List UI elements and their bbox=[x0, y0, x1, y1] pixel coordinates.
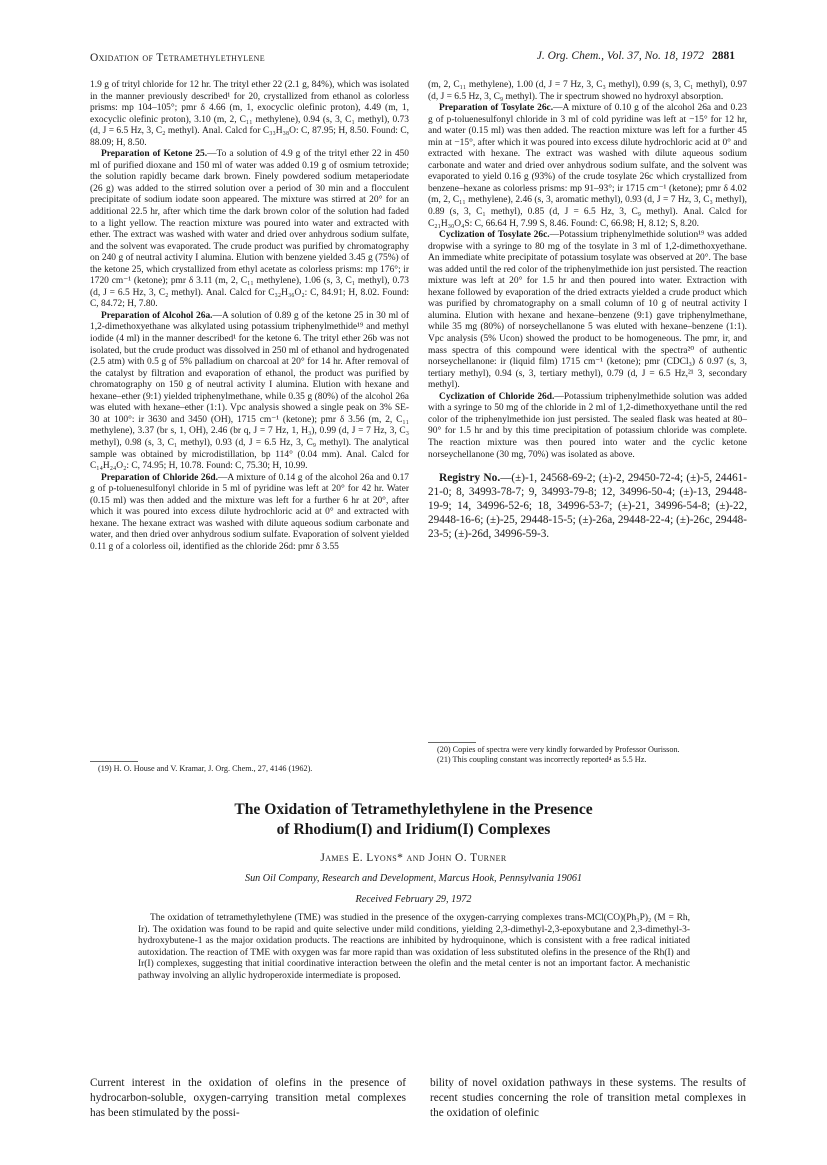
footnotes-right bbox=[437, 745, 747, 765]
right-column bbox=[428, 80, 747, 541]
paragraph-text: —To a solution of 4.9 g of the trityl ether 22 in 450 ml of purified dioxane and 150 ml of water was added 0.19 g of osmium tetroxide; the solution rapidly became dark brown. Finely powdered sodium metaperiodate (26 g) was added to the stirred solution over a period of 30 min and a flocculent precipitate of sodium iodate soon appeared. The mixture was stirred at 20° for an additional 22.5 hr, after which time the dark brown color of the solution had faded to a light yellow. The reaction mixture was poured into water and extracted with ether. The extract was washed with water and dried over anhydrous sodium sulfate, and the solvent was evaporated. The crude product was purified by chromatography on 240 g of neutral activity I alumina. Elution with benzene yielded 3.45 g (75%) of the ketone 25, which crystallized from ethyl acetate as colorless prisms: mp 176°; ir 1720 cm⁻¹ (ketone); pmr δ 3.11 (m, 2, C₁₁ methylene), 1.06 (s, 3, C₁ methyl), 0.73 (d, J = 6.5 Hz, 3, C₂ methyl). Anal. Calcd for C₃₂H₃₆O₂: C, 84.91; H, 8.02. Found: C, 84.72; H, 7.80. bbox=[90, 149, 409, 310]
article-authors: James E. Lyons* and John O. Turner bbox=[320, 852, 507, 864]
journal-citation bbox=[537, 50, 735, 62]
journal-name: J. Org. Chem., Vol. 37, No. 18, 1972 bbox=[536, 50, 704, 62]
left-column bbox=[90, 80, 409, 553]
paragraph-ketone-25 bbox=[90, 149, 409, 311]
abstract-text: The oxidation of tetramethylethylene (TME) was studied in the presence of the oxygen-carrying complexes trans-MCl(CO)(Ph₃P)₂ (M = Rh, Ir). The oxidation was found to be rapid and quite selective under mild conditions, yielding 2,3-dimethyl-2,3-epoxybutane and 2,3-dimethyl-3-hydroxybutene-1 as the major oxidation products. The reactions are inhibited by hydroquinone, which is consistent with a free radical initiated autoxidation. The reaction of TME with oxygen was far more rapid than was oxidation of less substituted olefins in the presence of the Rh(I) and Ir(I) complexes, suggesting that initial coordinative interaction between the olefin and the metal center is not an important factor. A mechanistic pathway involving an allylic hydroperoxide intermediate is proposed. bbox=[138, 913, 690, 981]
paragraph-chloride-26d bbox=[90, 473, 409, 554]
article-affiliation: Sun Oil Company, Research and Development, Marcus Hook, Pennsylvania 19061 bbox=[244, 873, 583, 884]
article-title-line-2: of Rhodium(I) and Iridium(I) Complexes bbox=[276, 821, 551, 838]
article-title bbox=[0, 800, 827, 840]
registry-numbers bbox=[428, 471, 747, 541]
paragraph-text: —A mixture of 0.10 g of the alcohol 26a and 0.23 g of p-toluenesulfonyl chloride in 3 ml of cold pyridine was left at −15° for 12 hr, and water (0.15 ml) was then added. The reaction mixture was left for a further 45 min at −15°, after which it was poured into excess dilute hydrochloric acid at 0° and extracted with hexane. The extract was washed with dilute aqueous sodium carbonate and water and dried over anhydrous sodium sulfate, and the solvent was evaporated to yield 0.16 g (93%) of the crude tosylate 26c which crystallized from benzene–hexane as colorless prisms: mp 91–93°; ir 1715 cm⁻¹ (ketone); pmr δ 4.02 (m, 2, C₁₁ methylene), 2.46 (s, 3, aromatic methyl), 0.93 (d, J = 7 Hz, 3, C₃ methyl), 0.89 (s, 3, C₁ methyl), 0.85 (d, J = 6.5 Hz, 3, C₉ methyl). Anal. Calcd for C₂₁H₃₀O₄S: C, 66.64 H, 7.99 S, 8.46. Found: C, 66.98; H, 8.12; S, 8.20. bbox=[428, 103, 748, 229]
paragraph-text: —A mixture of 0.14 g of the alcohol 26a and 0.17 g of p-toluenesulfonyl chloride in 5 ml of pyridine was left at 20° for 42 hr. Water (0.15 ml) was then added and the mixture was left for a further 6 hr at 20°, after which it was poured into excess dilute hydrochloric acid at 0° and extracted with hexane. The hexane extract was washed with dilute aqueous sodium carbonate and water, and then dried over anhydrous sodium sulfate. Evaporation of solvent yielded 0.11 g of a colorless oil, identified as the chloride 26d: pmr δ 3.55 bbox=[90, 472, 410, 552]
paragraph-tosylate-26c bbox=[428, 103, 747, 230]
paragraph-cyclization-tosylate bbox=[428, 230, 747, 392]
article-abstract bbox=[138, 913, 690, 983]
section-heading: Preparation of Alcohol 26a. bbox=[101, 310, 213, 321]
paragraph-text: —A solution of 0.89 g of the ketone 25 in 30 ml of 1,2-dimethoxyethane was alkylated using potassium triphenylmethide¹⁹ and methyl iodide (4 ml) in the manner described¹ for the ketone 6. The trityl ether 26b was not isolated, but the crude product was dissolved in 250 ml of ethanol and hydrogenated (2.5 atm) with 0.5 g of 5% palladium on charcoal at 20° for 14 hr. After removal of the catalyst by filtration and evaporation of ethanol, the product was purified by chromatography on 150 g of neutral activity I alumina. Elution with hexane and hexane–ether (9:1) yielded triphenylmethane, while 0.35 g (80%) of the alcohol 26a was eluted with hexane–ether (1:1). Vpc analysis showed a single peak on 3% SE-30 at 100°: ir 3630 and 3450 (OH), 1715 cm⁻¹ (ketone); pmr δ 3.56 (m, 2, C₁₁ methylene), 3.37 (br s, 1, OH), 2.46 (br q, J = 7 Hz, 1, H₃), 0.99 (d, J = 7 Hz, 3, C₃ methyl), 0.98 (s, 3, C₁ methyl), 0.93 (d, J = 6.5 Hz, 3, C₉ methyl). The analytical sample was obtained by microdistillation, bp 114° (0.04 mm). Anal. Calcd for C₁₄H₂₄O₂: C, 74.95; H, 10.78. Found: C, 75.30; H, 10.99. bbox=[90, 310, 409, 472]
section-heading: Preparation of Tosylate 26c. bbox=[439, 103, 554, 114]
section-heading: Cyclization of Chloride 26d. bbox=[439, 391, 555, 402]
paragraph-text: —Potassium triphenylmethide solution¹⁹ was added dropwise with a syringe to 80 mg of the tosylate in 3 ml of 1,2-dimethoxyethane. An immediate white precipitate of potassium tosylate was observed at 20°. The base was added until the red color of the triphenylmethide ion just persisted. The reaction mixture was left at 20° for 1.5 hr and then poured into water. Extraction with hexane followed by evaporation of the dried extracts yielded a crude product which was purified by chromatography on a small column of 10 g of neutral activity I alumina. Elution with hexane and hexane–benzene (9:1) gave triphenylmethane, while 35 mg (80%) of norseychellanone 5 was eluted with hexane–benzene (1:1). Vpc analysis (5% Ucon) showed the product to be homogeneous. The pmr, ir, and mass spectra of this compound were identical with the spectra²⁰ of authentic norseychellanone: ir (liquid film) 1715 cm⁻¹ (ketone); pmr (CDCl₃) δ 0.97 (s, 3, tertiary methyl), 0.94 (s, 3, tertiary methyl), 0.79 (d, J = 6.5 Hz,²¹ 3, secondary methyl). bbox=[428, 230, 747, 391]
page-number: 2881 bbox=[712, 50, 735, 62]
paragraph-cyclization-chloride bbox=[428, 392, 747, 461]
footnote-21: (21) This coupling constant was incorrectly reported⁴ as 5.5 Hz. bbox=[437, 755, 647, 764]
footnote-20: (20) Copies of spectra were very kindly forwarded by Professor Ourisson. bbox=[437, 745, 680, 754]
footnote-rule bbox=[90, 761, 138, 762]
footnote-19: (19) H. O. House and V. Kramar, J. Org. Chem., 27, 4146 (1962). bbox=[98, 764, 313, 773]
article-title-line-1: The Oxidation of Tetramethylethylene in the Presence bbox=[234, 801, 593, 818]
section-heading: Preparation of Ketone 25. bbox=[101, 149, 208, 160]
running-title: Oxidation of Tetramethylethylene bbox=[90, 52, 265, 64]
body-intro-right: bility of novel oxidation pathways in these systems. The results of recent studies concerning the role of transition metal complexes in the oxidation of olefinic bbox=[430, 1077, 746, 1120]
body-column-right bbox=[430, 1076, 746, 1122]
section-heading: Cyclization of Tosylate 26c. bbox=[439, 230, 550, 241]
paragraph-trityl-ether: 1.9 g of trityl chloride for 12 hr. The trityl ether 22 (2.1 g, 84%), which was isolated in the manner previously described¹ for 20, crystallized from ethanol as colorless prisms: mp 104–105°; pmr δ 4.66 (m, 1, exocyclic olefinic proton), 4.49 (m, 1, exocyclic olefinic proton), 3.10 (m, 2, C₁₁ methylene), 0.94 (s, 3, C₁ methyl), 0.73 (d, J = 6.5 Hz, 3, C₂ methyl). Anal. Calcd for C₃₃H₃₈O: C, 87.95; H, 8.50. Found: C, 88.09; H, 8.50. bbox=[90, 80, 409, 148]
footnote-rule bbox=[428, 742, 476, 743]
registry-text: —(±)-1, 24568-69-2; (±)-2, 29450-72-4; (±)-5, 24461-21-0; 8, 34993-78-7; 9, 34993-79-8; 12, 34996-50-4; (±)-13, 29448-19-9; 14, 34996-52-6; 18, 34996-53-7; (±)-21, 34996-54-8; (±)-22, 29448-16-6; (±)-25, 29448-15-5; (±)-26a, 29448-22-4; (±)-26c, 29448-23-5; (±)-26d, 34996-59-3. bbox=[428, 472, 747, 541]
section-heading: Preparation of Chloride 26d. bbox=[101, 472, 218, 483]
paragraph-continued: (m, 2, C₁₁ methylene), 1.00 (d, J = 7 Hz, 3, C₃ methyl), 0.99 (s, 3, C₁ methyl), 0.97 (d, J = 6.5 Hz, 3, C₉ methyl). The ir spectrum showed no hydroxyl absorption. bbox=[428, 80, 747, 102]
paragraph-text: —Potassium triphenylmethide solution was added with a syringe to 50 mg of the chloride in 2 ml of 1,2-dimethoxyethane until the red color of the triphenylmethide ion just persisted. The sealed flask was heated at 80–90° for 1.5 hr and by this time precipitation of potassium chloride was complete. The reaction mixture was then poured into water and the cyclic ketone norseychellanone (30 mg, 70%) was isolated as above. bbox=[428, 391, 747, 460]
paragraph-alcohol-26a bbox=[90, 311, 409, 473]
body-column-left bbox=[90, 1076, 406, 1122]
registry-heading: Registry No. bbox=[439, 472, 501, 485]
body-intro-left: Current interest in the oxidation of olefins in the presence of hydrocarbon-soluble, oxygen-carrying transition metal complexes has been stimulated by the possi- bbox=[90, 1077, 406, 1120]
article-received-date: Received February 29, 1972 bbox=[355, 894, 472, 905]
